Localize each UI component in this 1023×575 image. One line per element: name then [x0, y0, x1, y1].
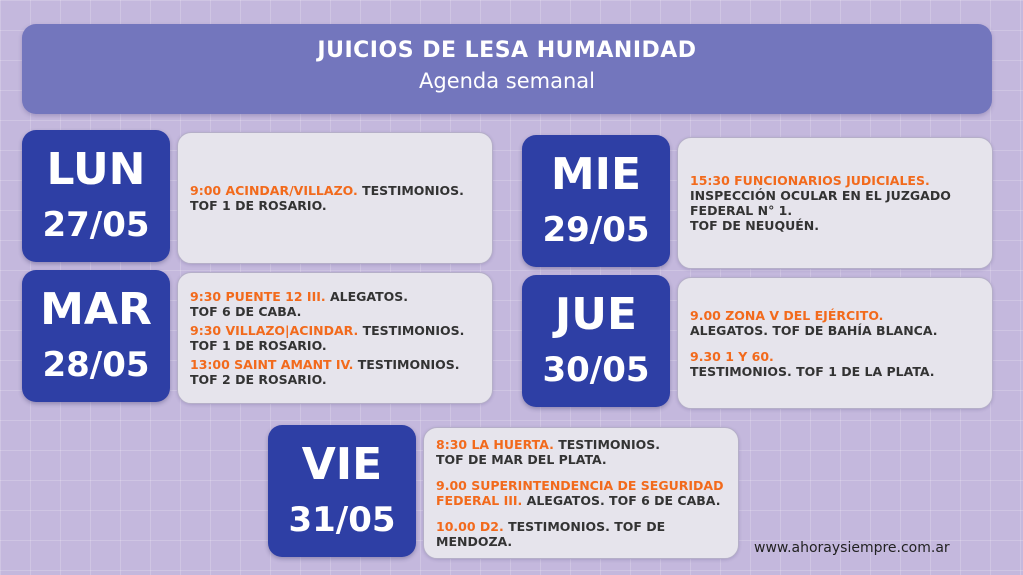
schedule-entry	[190, 289, 480, 319]
schedule-entry	[436, 478, 726, 508]
day-date: 28/05	[42, 345, 150, 385]
day-date: 31/05	[288, 500, 396, 540]
day-box-lun	[22, 130, 170, 262]
day-name: VIE	[301, 439, 383, 490]
entry-highlight: 9:00 ACINDAR/VILLAZO.	[190, 183, 358, 198]
entry-line: TESTIMONIOS. TOF 1 DE LA PLATA.	[690, 363, 935, 379]
schedule-card-jue	[677, 277, 993, 409]
day-date: 29/05	[542, 210, 650, 250]
entry-highlight: 15:30 FUNCIONARIOS JUDICIALES.	[690, 173, 930, 188]
header-banner	[22, 24, 992, 114]
schedule-card-vie	[423, 427, 739, 559]
schedule-entry	[690, 308, 980, 338]
day-date: 30/05	[542, 350, 650, 390]
schedule-entry	[690, 173, 980, 233]
day-box-jue	[522, 275, 670, 407]
entry-text: ALEGATOS.	[325, 289, 409, 304]
entry-text: TESTIMONIOS.	[353, 357, 460, 372]
entry-highlight: 13:00 SAINT AMANT IV.	[190, 357, 354, 372]
schedule-entry	[436, 437, 726, 467]
entry-text: ALEGATOS. TOF 6 DE CABA.	[522, 493, 721, 508]
day-box-vie	[268, 425, 416, 557]
entry-text: TESTIMONIOS.	[358, 323, 465, 338]
schedule-entry	[690, 349, 980, 379]
entry-line: TOF DE MAR DEL PLATA.	[436, 452, 607, 467]
entry-line: ALEGATOS. TOF DE BAHÍA BLANCA.	[690, 322, 938, 338]
entry-line: TOF 2 DE ROSARIO.	[190, 372, 327, 387]
page-title: JUICIOS DE LESA HUMANIDAD	[317, 38, 697, 63]
page-subtitle: Agenda semanal	[419, 69, 595, 93]
entry-text: TESTIMONIOS. TOF DE MENDOZA.	[436, 519, 666, 549]
day-box-mar	[22, 270, 170, 402]
entry-highlight: 8:30 LA HUERTA.	[436, 437, 554, 452]
schedule-entry	[190, 357, 480, 387]
entry-highlight: 9.00 SUPERINTENDENCIA DE SEGURIDAD	[436, 478, 724, 493]
day-name: MAR	[40, 284, 152, 335]
entry-line: TOF DE NEUQUÉN.	[690, 218, 819, 233]
schedule-entry	[190, 183, 480, 213]
entry-line: TOF 6 DE CABA.	[190, 304, 302, 319]
entry-line: INSPECCIÓN OCULAR EN EL JUZGADO	[690, 188, 951, 203]
entry-line: FEDERAL N° 1.	[690, 203, 793, 218]
schedule-card-mar	[177, 272, 493, 404]
entry-highlight: 9:30 VILLAZO|ACINDAR.	[190, 323, 359, 338]
entry-highlight: 10.00 D2.	[436, 519, 504, 534]
day-name: MIE	[550, 149, 642, 200]
entry-line: TOF 1 DE ROSARIO.	[190, 338, 327, 353]
entry-highlight: 9.00 ZONA V DEL EJÉRCITO.	[690, 307, 884, 323]
day-name: JUE	[554, 289, 638, 340]
day-box-mie	[522, 135, 670, 267]
schedule-card-mie	[677, 137, 993, 269]
entry-highlight: FEDERAL III.	[436, 493, 523, 508]
entry-text: TESTIMONIOS.	[357, 183, 464, 198]
schedule-entry	[190, 323, 480, 353]
entry-highlight: 9:30 PUENTE 12 III.	[190, 289, 326, 304]
schedule-card-lun	[177, 132, 493, 264]
day-date: 27/05	[42, 205, 150, 245]
website-url: www.ahoraysiempre.com.ar	[754, 540, 950, 556]
entry-text: TESTIMONIOS.	[553, 437, 661, 452]
schedule-entry	[436, 519, 726, 549]
entry-line: TOF 1 DE ROSARIO.	[190, 198, 327, 213]
day-name: LUN	[46, 144, 146, 195]
entry-highlight: 9.30 1 Y 60.	[690, 348, 774, 364]
